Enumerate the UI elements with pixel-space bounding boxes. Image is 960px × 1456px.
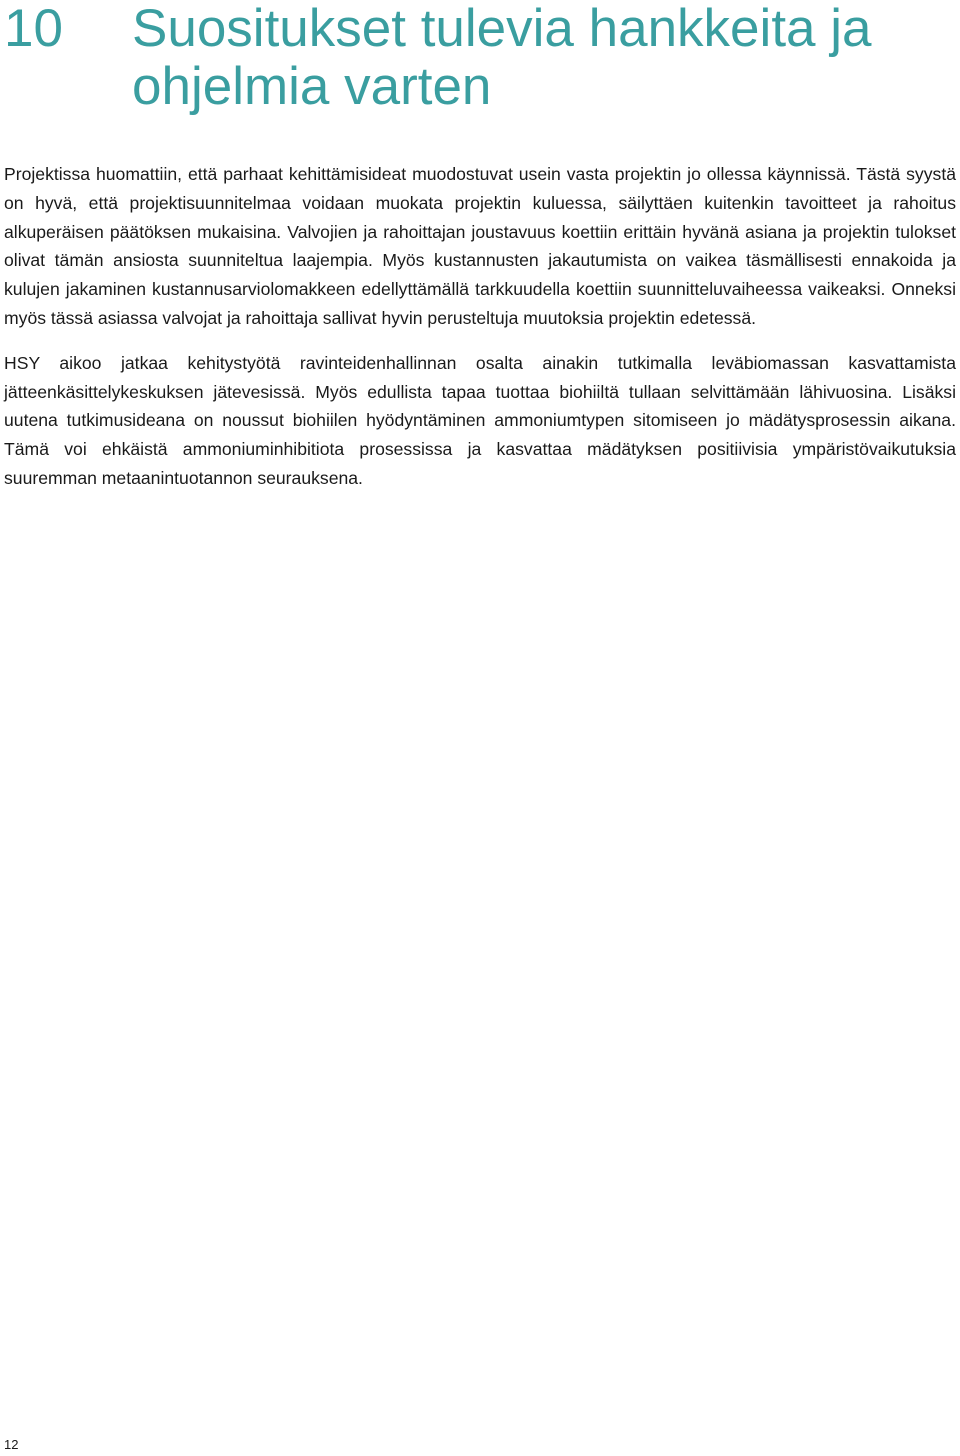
- section-number: 10: [4, 0, 63, 58]
- paragraph: HSY aikoo jatkaa kehitystyötä ravinteidenhallinnan osalta ainakin tutkimalla leväbiomassan kasvattamista jätteenkäsittelykeskuksen jätevesissä. Myös edullista tapaa tuottaa biohiiltä tullaan selvittämään lähivuosina. Lisäksi uutena tutkimusideana on noussut biohiilen hyödyntäminen ammoniumtypen sitomiseen jo mädätysprosessin aikana. Tämä voi ehkäistä ammoniuminhibitiota prosessissa ja kasvattaa mädätyksen positiivisia ympäristövaikutuksia suuremman metaanintuotannon seurauksena.: [4, 352, 956, 488]
- section-title: Suositukset tulevia hankkeita ja ohjelmia varten: [132, 0, 872, 116]
- paragraph: Projektissa huomattiin, että parhaat kehittämisideat muodostuvat usein vasta projektin jo ollessa käynnissä. Tästä syystä on hyvä, että projektisuunnitelmaa voidaan muokata projektin kuluessa, säilyttäen kuitenkin tavoitteet ja rahoitus alkuperäisen päätöksen mukaisina. Valvojien ja rahoittajan joustavuus koettiin erittäin hyvänä asiana ja projektin tulokset olivat tämän ansiosta suunniteltua laajempia. Myös kustannusten jakautumista on vaikea täsmällisesti ennakoida ja kulujen jakaminen kustannusarviolomakkeen edellyttämällä tarkkuudella koettiin suunnitteluvaiheessa vaikeaksi. Onneksi myös tässä asiassa valvojat ja rahoittaja sallivat hyvin perusteltuja muutoksia projektin edetessä.: [4, 164, 956, 328]
- body-text: [4, 160, 956, 509]
- page-number: 12: [4, 1437, 19, 1452]
